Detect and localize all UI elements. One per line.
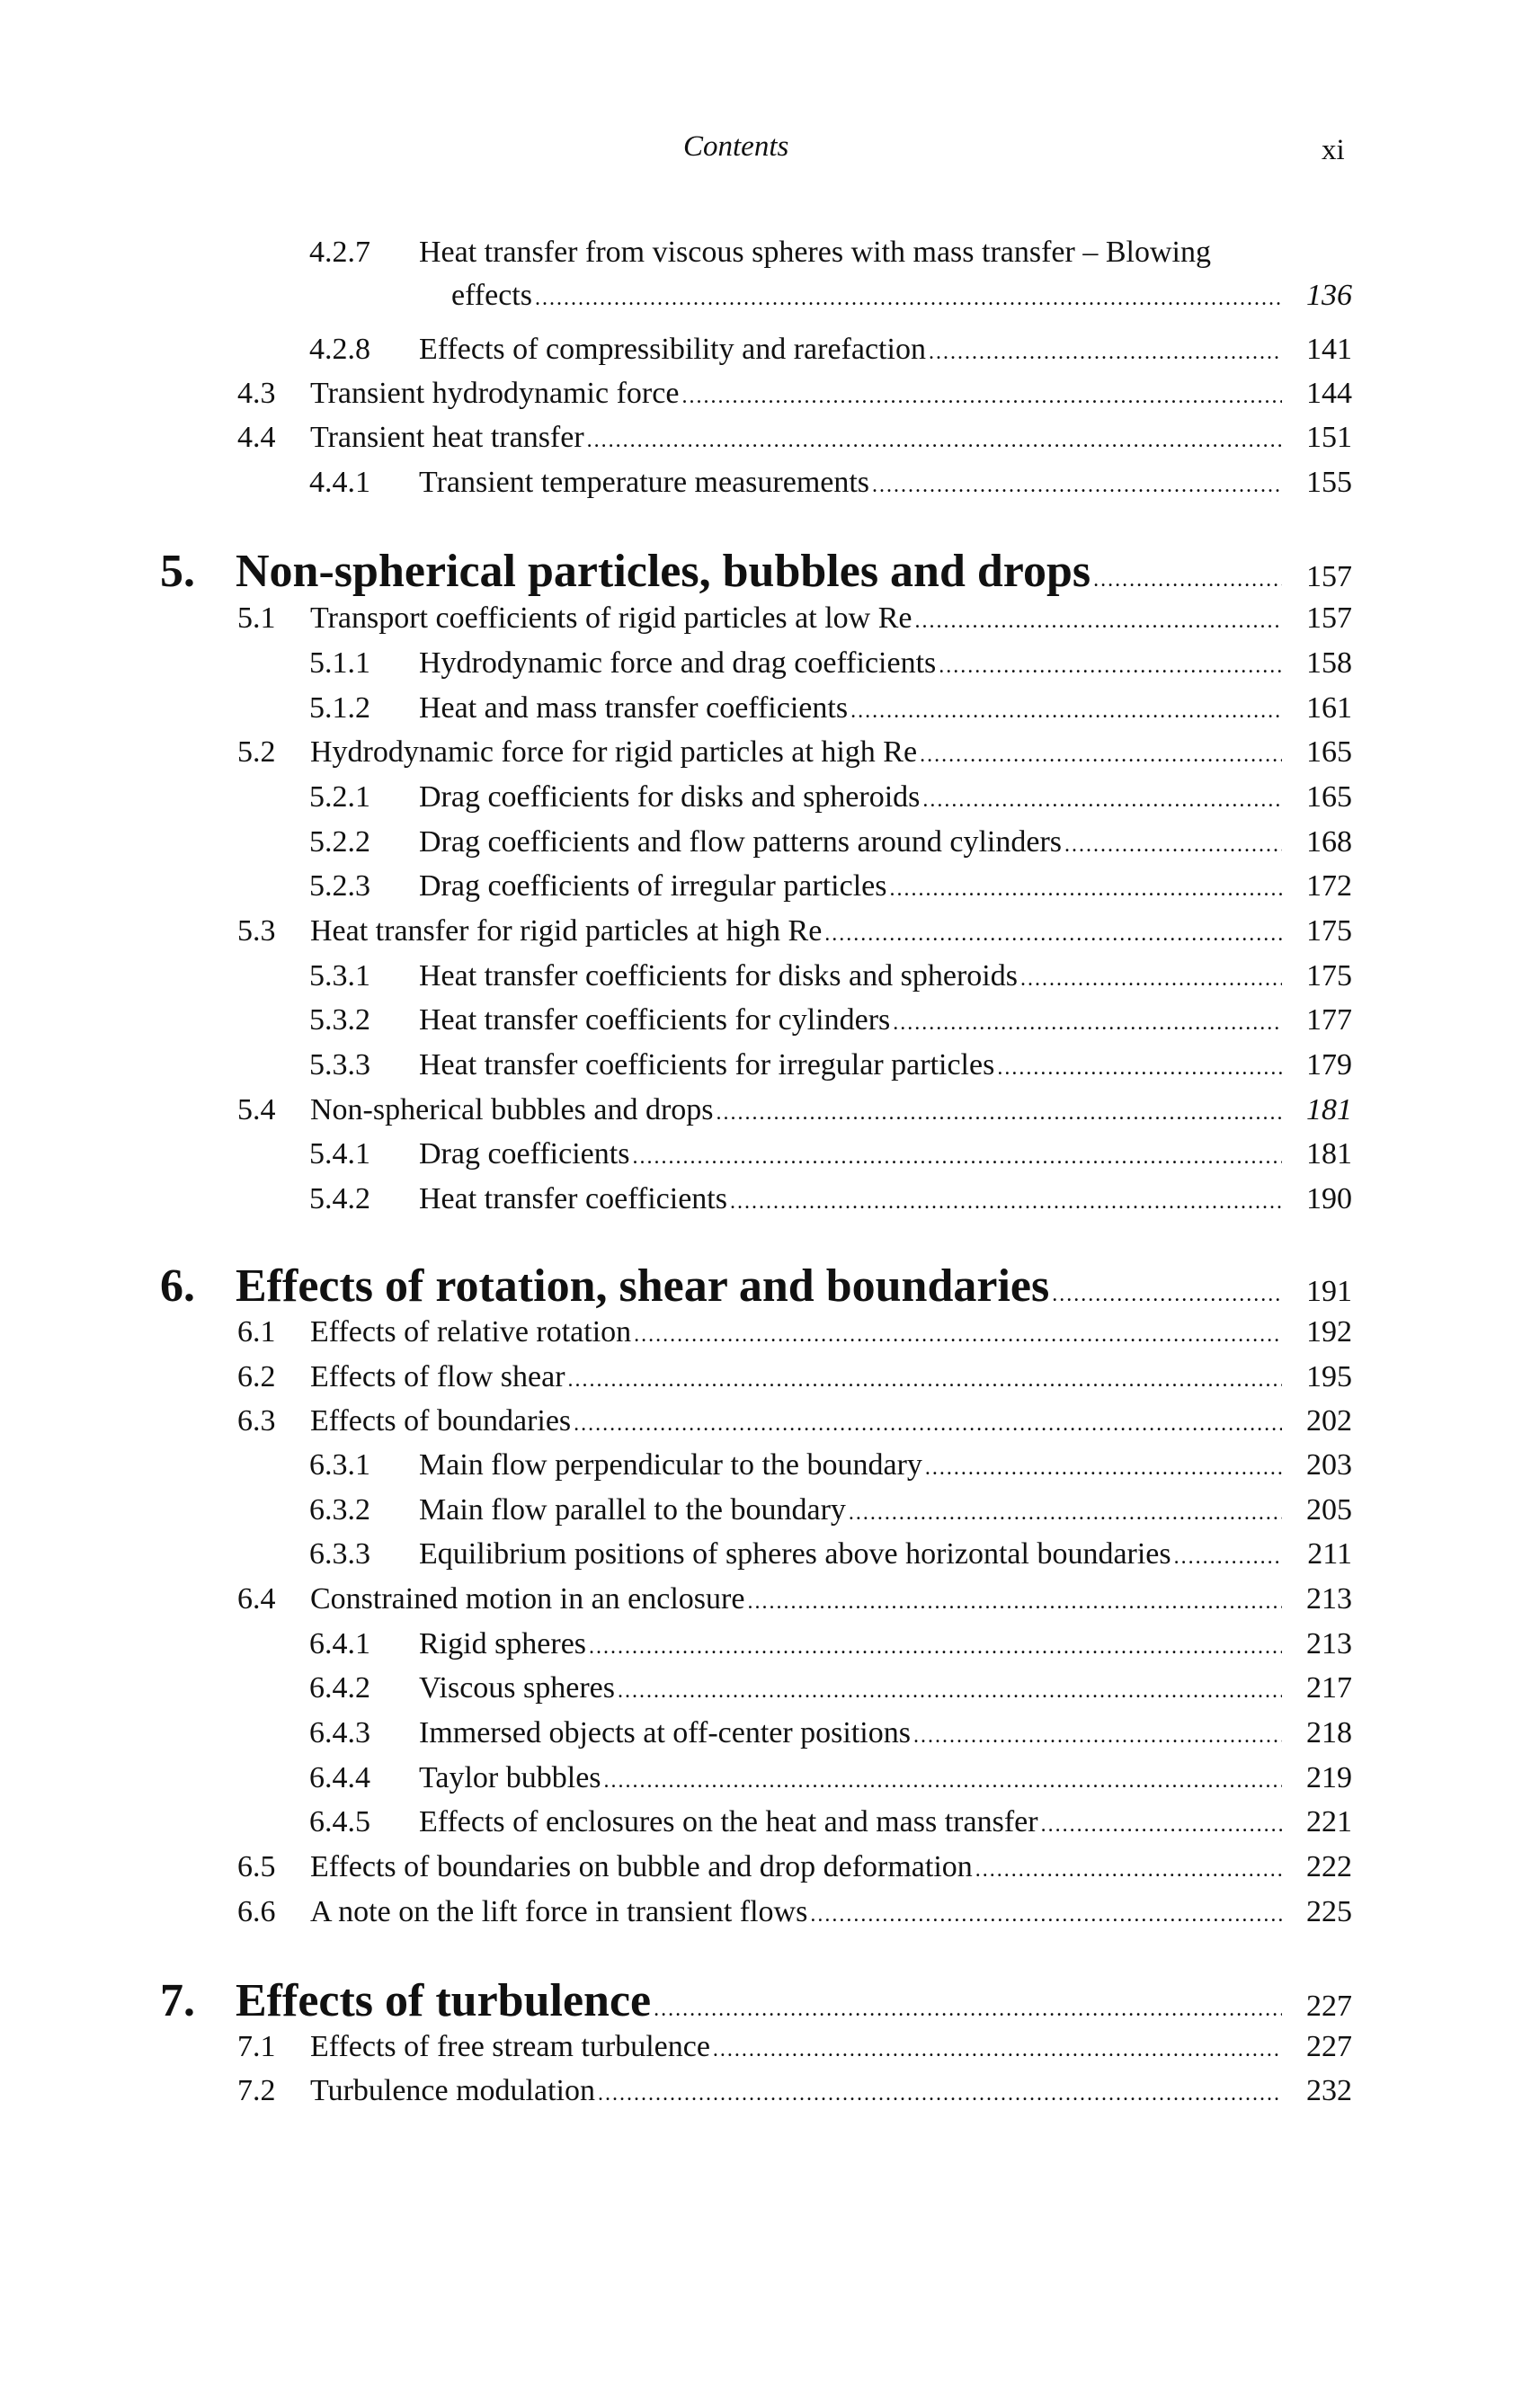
running-title: Contents <box>683 130 789 163</box>
section-title: Immersed objects at off-center positions <box>419 1716 911 1749</box>
page-number: 222 <box>1306 1850 1352 1883</box>
section-title: Drag coefficients for disks and spheroids <box>419 780 921 814</box>
dot-leader <box>929 332 1282 373</box>
page-number: 221 <box>1306 1805 1352 1838</box>
section-title: Transient hydrodynamic force <box>310 377 680 410</box>
chapter-title: Non-spherical particles, bubbles and drops <box>236 546 1091 597</box>
section-title: Heat transfer coefficients <box>419 1182 727 1215</box>
dot-leader <box>914 601 1282 642</box>
section-number: 5.3 <box>237 914 276 948</box>
dot-leader <box>810 1894 1282 1936</box>
dot-leader <box>535 278 1282 319</box>
dot-leader <box>872 465 1282 506</box>
chapter-number: 5. <box>160 546 195 597</box>
dot-leader <box>589 1626 1282 1668</box>
dot-leader <box>717 1092 1282 1134</box>
page-number: 175 <box>1306 914 1352 948</box>
page-number: 151 <box>1306 421 1352 454</box>
toc-entry <box>0 1045 1540 1086</box>
dot-leader <box>618 1670 1282 1712</box>
toc-entry <box>0 1534 1540 1575</box>
page-number: 172 <box>1306 869 1352 903</box>
section-title: A note on the lift force in transient flows <box>310 1895 808 1928</box>
section-title: Effects of boundaries on bubble and drop deformation <box>310 1850 973 1883</box>
section-title: Drag coefficients and flow patterns around cylinders <box>419 825 1063 859</box>
section-title: Heat and mass transfer coefficients <box>419 691 849 725</box>
page-number: 232 <box>1306 2074 1352 2107</box>
section-number: 6.3.3 <box>309 1537 370 1571</box>
dot-leader <box>1041 1804 1282 1846</box>
section-number: 5.2.2 <box>309 825 370 859</box>
section-number: 6.2 <box>237 1360 276 1393</box>
dot-leader <box>747 1581 1282 1623</box>
toc-entry <box>0 373 1540 414</box>
toc-entry <box>0 1090 1540 1131</box>
section-number: 5.3.2 <box>309 1003 370 1037</box>
section-number: 4.4.1 <box>309 466 370 499</box>
section-title: Effects of flow shear <box>310 1360 565 1393</box>
page-number: 158 <box>1306 646 1352 680</box>
page-number: 213 <box>1306 1582 1352 1616</box>
toc-entry <box>0 1624 1540 1665</box>
toc-entry <box>0 2070 1540 2112</box>
toc-entry <box>0 1802 1540 1843</box>
section-title: Effects of enclosures on the heat and mass transfer <box>419 1805 1038 1838</box>
toc-entry <box>0 1668 1540 1709</box>
page-number: 157 <box>1306 560 1352 593</box>
section-number: 6.4.1 <box>309 1627 370 1660</box>
toc-entry <box>0 1892 1540 1933</box>
page-number: 179 <box>1306 1048 1352 1082</box>
page-folio: xi <box>1322 134 1345 166</box>
dot-leader <box>849 1492 1282 1534</box>
toc-entry <box>0 1357 1540 1398</box>
section-title: Main flow perpendicular to the boundary <box>419 1448 922 1482</box>
toc-entry <box>0 417 1540 459</box>
page-number: 190 <box>1306 1182 1352 1215</box>
section-number: 7.1 <box>237 2030 276 2063</box>
toc-entry <box>0 1579 1540 1620</box>
section-number: 6.5 <box>237 1850 276 1883</box>
dot-leader <box>681 376 1282 417</box>
chapter-number: 7. <box>160 1975 195 2026</box>
section-number: 4.3 <box>237 377 276 410</box>
page-number: 168 <box>1306 825 1352 859</box>
toc-entry <box>0 911 1540 952</box>
dot-leader <box>587 420 1282 461</box>
section-title: Heat transfer for rigid particles at high Re <box>310 914 823 948</box>
section-title: Taylor bubbles <box>419 1761 601 1794</box>
dot-leader <box>1064 824 1282 866</box>
toc-entry <box>0 2026 1540 2068</box>
section-number: 4.4 <box>237 421 276 454</box>
toc-entry <box>0 232 1540 315</box>
dot-leader <box>925 1447 1282 1489</box>
section-number: 6.4.2 <box>309 1671 370 1705</box>
page-number: 175 <box>1306 959 1352 993</box>
page-number: 213 <box>1306 1627 1352 1660</box>
toc-entry <box>0 643 1540 684</box>
section-number: 4.2.8 <box>309 333 370 366</box>
section-number: 4.2.7 <box>309 236 370 269</box>
section-title: Heat transfer coefficients for cylinders <box>419 1003 891 1037</box>
toc-entry <box>0 688 1540 729</box>
toc-entry <box>0 1401 1540 1442</box>
section-number: 5.1 <box>237 601 276 635</box>
section-title: Effects of boundaries <box>310 1404 572 1438</box>
section-number: 5.4.1 <box>309 1137 370 1171</box>
page-number: 202 <box>1306 1404 1352 1438</box>
page-number: 141 <box>1306 333 1352 366</box>
dot-leader <box>632 1136 1282 1178</box>
page-number: 205 <box>1306 1493 1352 1527</box>
section-title: Viscous spheres <box>419 1671 615 1705</box>
toc-entry <box>0 1445 1540 1486</box>
page-number: 165 <box>1306 735 1352 769</box>
section-title: Constrained motion in an enclosure <box>310 1582 745 1616</box>
dot-leader <box>922 779 1282 821</box>
page-number: 227 <box>1306 2030 1352 2063</box>
toc-chapter-entry <box>0 539 1540 604</box>
section-number: 5.3.1 <box>309 959 370 993</box>
chapter-title: Effects of turbulence <box>236 1975 652 2026</box>
section-title: Rigid spheres <box>419 1627 587 1660</box>
page-number: 211 <box>1307 1537 1352 1571</box>
dot-leader <box>997 1047 1282 1089</box>
toc-entry <box>0 956 1540 997</box>
section-number: 5.2.1 <box>309 780 370 814</box>
section-title: Turbulence modulation <box>310 2074 595 2107</box>
dot-leader <box>634 1314 1282 1356</box>
dot-leader <box>893 1002 1282 1044</box>
section-title: Heat transfer coefficients for disks and spheroids <box>419 959 1018 993</box>
toc-entry <box>0 1847 1540 1888</box>
page-number: 191 <box>1306 1275 1352 1308</box>
section-number: 6.3.2 <box>309 1493 370 1527</box>
section-number: 6.1 <box>237 1315 276 1349</box>
chapter-number: 6. <box>160 1260 195 1312</box>
section-title: Equilibrium positions of spheres above horizontal boundaries <box>419 1537 1171 1571</box>
dot-leader <box>730 1181 1282 1223</box>
page-number: 192 <box>1306 1315 1352 1349</box>
page-number: 203 <box>1306 1448 1352 1482</box>
section-title: Heat transfer coefficients for irregular particles <box>419 1048 995 1082</box>
toc-entry <box>0 822 1540 863</box>
section-number: 6.3 <box>237 1404 276 1438</box>
page-number: 177 <box>1306 1003 1352 1037</box>
section-title: Effects of free stream turbulence <box>310 2030 710 2063</box>
section-title: Hydrodynamic force for rigid particles at high Re <box>310 735 918 769</box>
toc-entry <box>0 866 1540 907</box>
toc-chapter-entry <box>0 1969 1540 2034</box>
page-number: 136 <box>1306 279 1352 312</box>
section-number: 6.4.4 <box>309 1761 370 1794</box>
page-number: 181 <box>1306 1137 1352 1171</box>
section-number: 7.2 <box>237 2074 276 2107</box>
section-title: Drag coefficients of irregular particles <box>419 869 887 903</box>
section-title: Transient temperature measurements <box>419 466 870 499</box>
dot-leader <box>713 2029 1282 2070</box>
chapter-title: Effects of rotation, shear and boundaries <box>236 1260 1050 1312</box>
section-number: 5.2.3 <box>309 869 370 903</box>
toc-entry <box>0 732 1540 773</box>
page-number: 217 <box>1306 1671 1352 1705</box>
dot-leader <box>1174 1536 1282 1578</box>
page-number: 227 <box>1306 1990 1352 2023</box>
toc-entry <box>0 1758 1540 1799</box>
section-title-line1: Heat transfer from viscous spheres with mass transfer – Blowing <box>419 236 1211 269</box>
toc-entry <box>0 598 1540 639</box>
dot-leader <box>975 1849 1282 1891</box>
dot-leader <box>913 1715 1282 1757</box>
section-number: 6.3.1 <box>309 1448 370 1482</box>
section-title: Drag coefficients <box>419 1137 630 1171</box>
section-number: 5.4 <box>237 1093 276 1126</box>
toc-entry <box>0 329 1540 370</box>
section-number: 6.4.5 <box>309 1805 370 1838</box>
section-title: Main flow parallel to the boundary <box>419 1493 846 1527</box>
section-title: Non-spherical bubbles and drops <box>310 1093 714 1126</box>
page-number: 225 <box>1306 1895 1352 1928</box>
page-number: 165 <box>1306 780 1352 814</box>
toc-entry <box>0 1312 1540 1353</box>
running-head <box>0 130 1540 175</box>
toc-entry <box>0 1490 1540 1531</box>
section-number: 5.2 <box>237 735 276 769</box>
page-number: 157 <box>1306 601 1352 635</box>
section-number: 5.1.2 <box>309 691 370 725</box>
toc-entry <box>0 1713 1540 1754</box>
page-number: 218 <box>1306 1716 1352 1749</box>
section-title: Transport coefficients of rigid particles at low Re <box>310 601 912 635</box>
section-title: Transient heat transfer <box>310 421 584 454</box>
dot-leader <box>920 734 1282 776</box>
dot-leader <box>604 1760 1282 1802</box>
dot-leader <box>939 645 1282 687</box>
section-title: effects <box>451 279 532 312</box>
dot-leader <box>598 2073 1282 2114</box>
page-number: 181 <box>1306 1093 1352 1126</box>
dot-leader <box>889 868 1282 910</box>
toc-entry <box>0 1179 1540 1220</box>
section-number: 5.1.1 <box>309 646 370 680</box>
page-number: 195 <box>1306 1360 1352 1393</box>
section-number: 5.4.2 <box>309 1182 370 1215</box>
section-number: 5.3.3 <box>309 1048 370 1082</box>
section-number: 6.4.3 <box>309 1716 370 1749</box>
section-number: 6.4 <box>237 1582 276 1616</box>
page-number: 219 <box>1306 1761 1352 1794</box>
dot-leader <box>568 1359 1282 1401</box>
toc-chapter-entry <box>0 1254 1540 1319</box>
dot-leader <box>1020 958 1282 1000</box>
page-number: 161 <box>1306 691 1352 725</box>
toc-entry <box>0 462 1540 503</box>
section-title: Effects of relative rotation <box>310 1315 632 1349</box>
toc-entry <box>0 1134 1540 1175</box>
page-number: 144 <box>1306 377 1352 410</box>
dot-leader <box>850 690 1282 732</box>
toc-entry <box>0 777 1540 818</box>
dot-leader <box>574 1403 1282 1445</box>
section-title: Hydrodynamic force and drag coefficients <box>419 646 937 680</box>
section-number: 6.6 <box>237 1895 276 1928</box>
section-title: Effects of compressibility and rarefaction <box>419 333 926 366</box>
toc-entry <box>0 1000 1540 1041</box>
page-number: 155 <box>1306 466 1352 499</box>
dot-leader <box>824 913 1282 955</box>
